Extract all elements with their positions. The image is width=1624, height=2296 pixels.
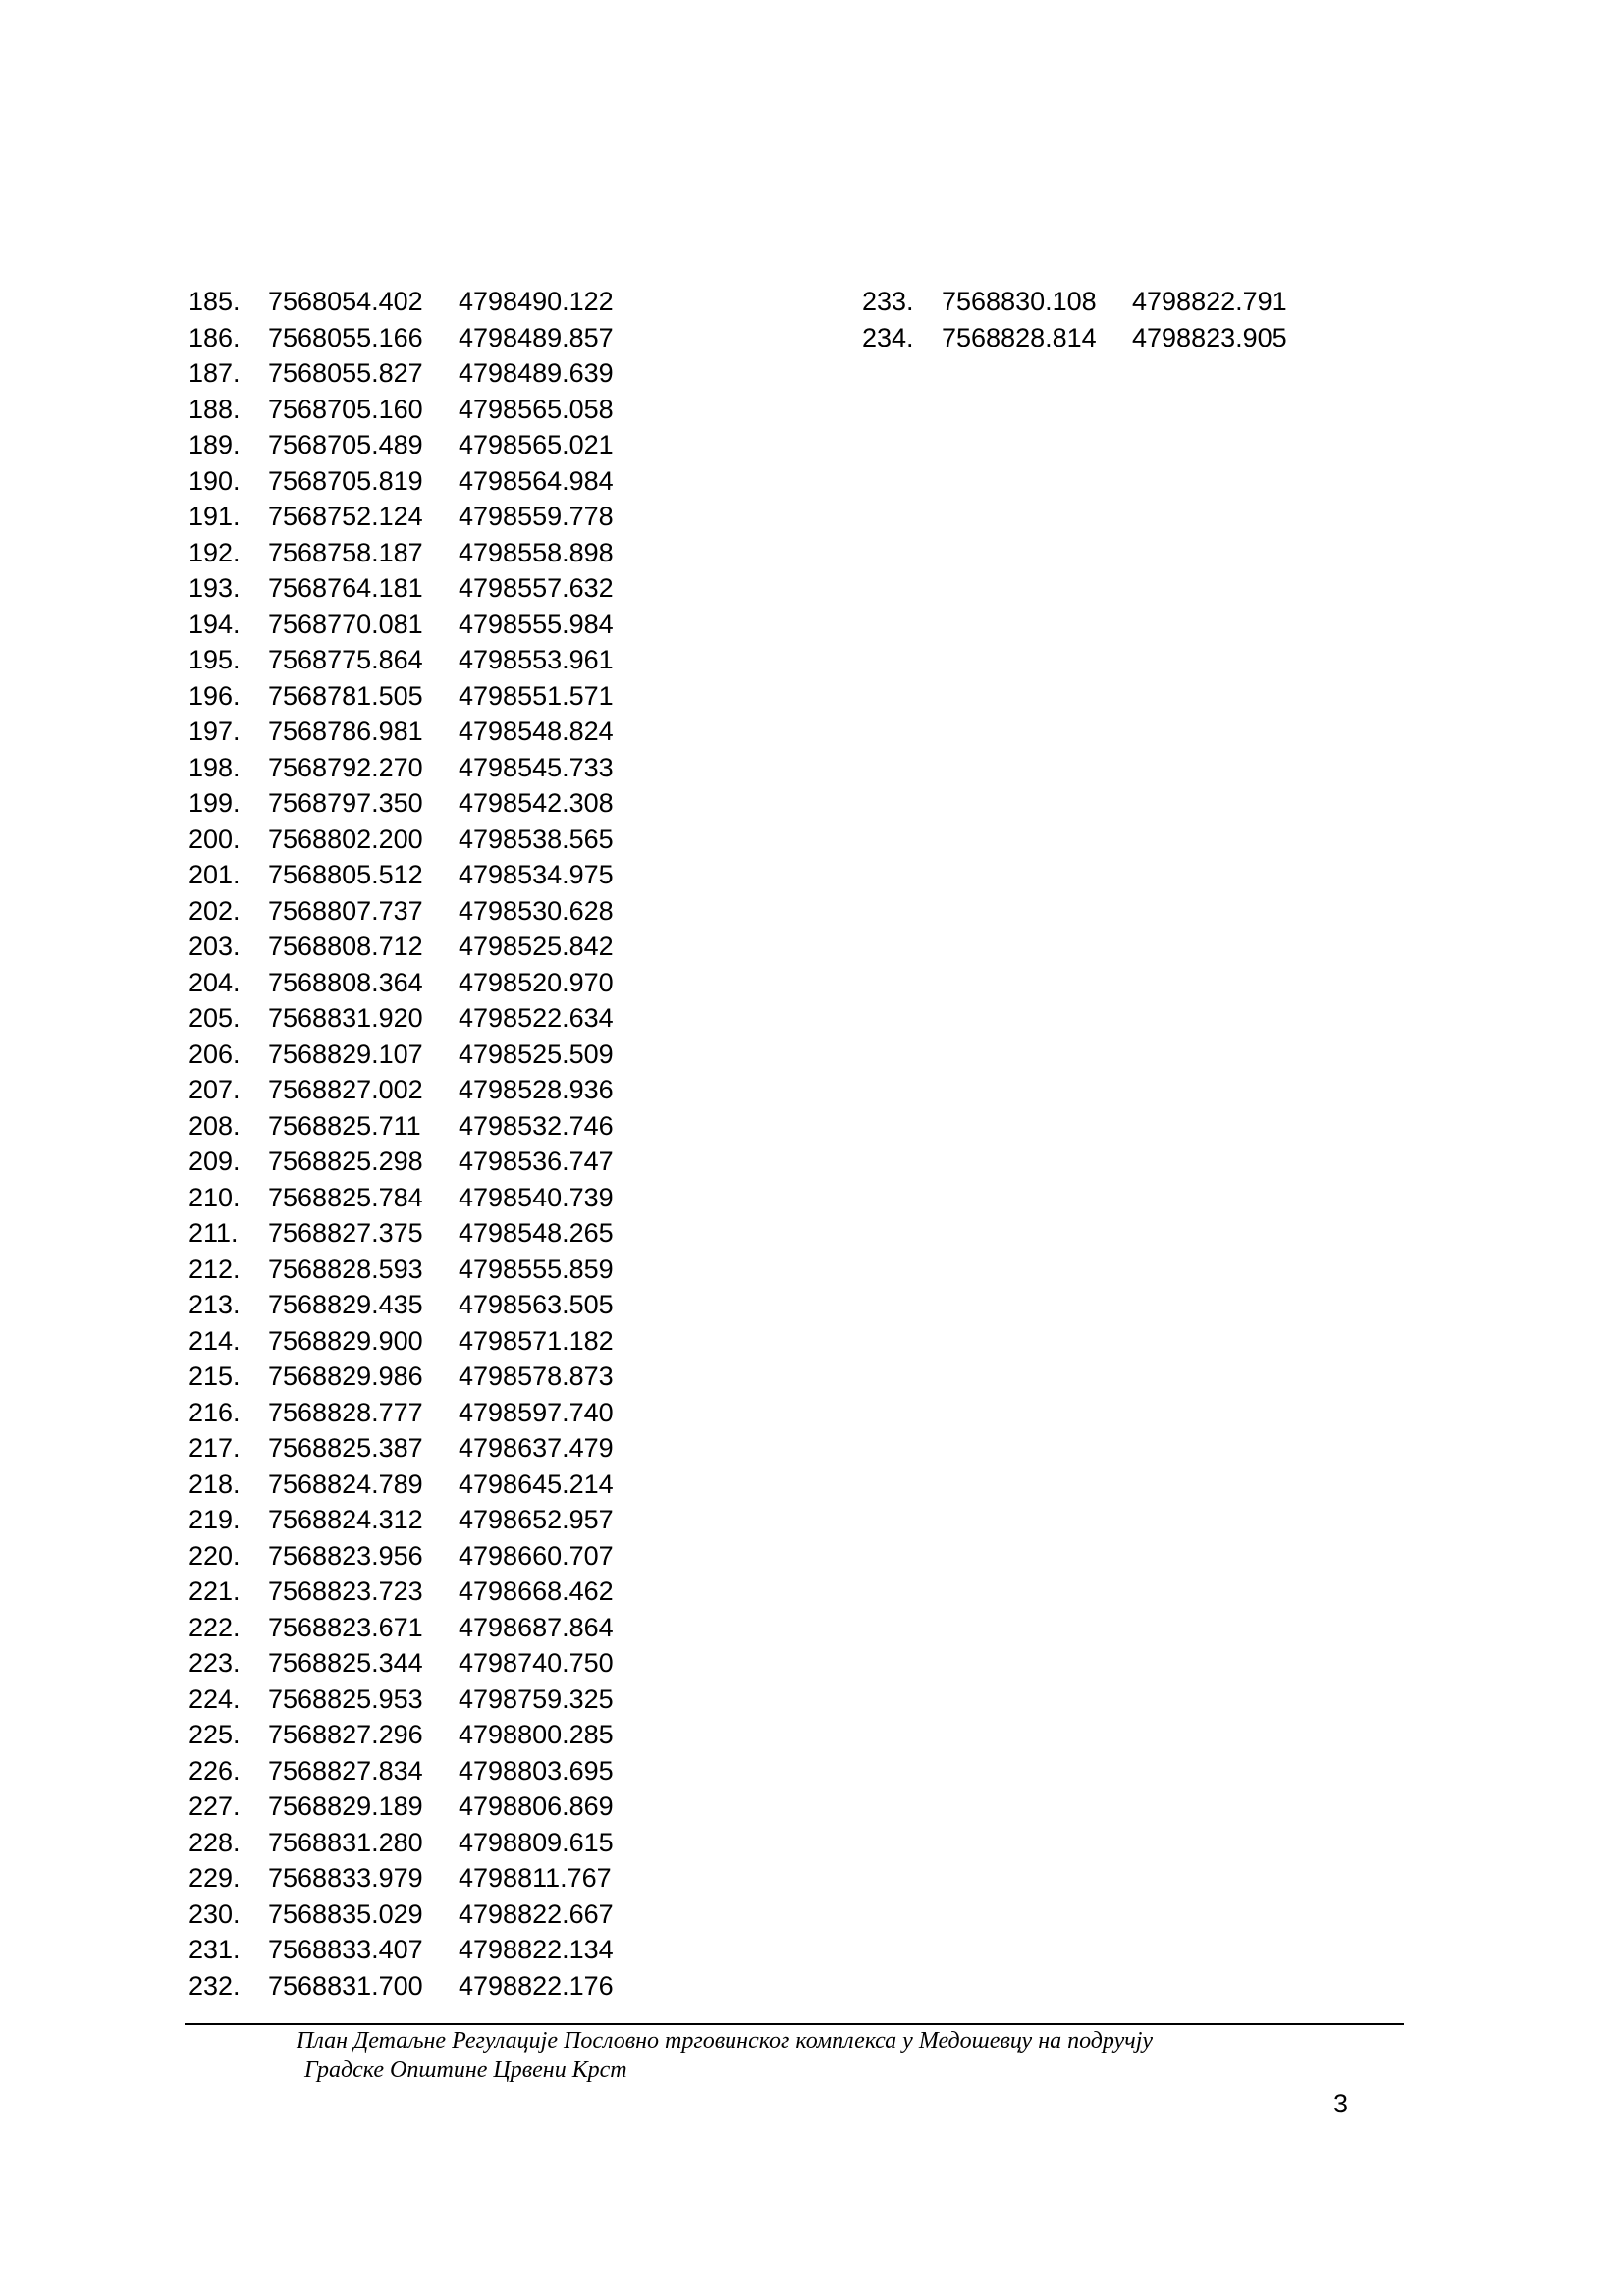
point-number: 195. xyxy=(189,645,241,674)
point-number: 213. xyxy=(189,1290,241,1319)
x-coordinate: 7568758.187 xyxy=(268,537,423,567)
y-coordinate: 4798809.615 xyxy=(459,1827,614,1857)
y-coordinate: 4798652.957 xyxy=(459,1505,614,1534)
x-coordinate: 7568833.407 xyxy=(268,1935,423,1964)
point-number: 191. xyxy=(189,502,241,531)
point-number: 230. xyxy=(189,1898,241,1929)
y-coordinate: 4798530.628 xyxy=(459,895,614,926)
y-coordinate: 4798637.479 xyxy=(459,1433,614,1463)
x-coordinate: 7568828.777 xyxy=(268,1397,423,1427)
x-coordinate: 7568824.312 xyxy=(268,1505,423,1534)
point-number: 225. xyxy=(189,1720,241,1749)
point-number: 211. xyxy=(189,1218,239,1248)
y-coordinate: 4798540.739 xyxy=(459,1182,614,1212)
y-coordinate: 4798538.565 xyxy=(459,824,614,854)
y-coordinate: 4798557.632 xyxy=(459,573,614,603)
point-number: 219. xyxy=(189,1505,241,1534)
point-number: 187. xyxy=(189,358,241,388)
point-number: 199. xyxy=(189,788,241,818)
y-coordinate: 4798555.859 xyxy=(459,1254,614,1284)
x-coordinate: 7568828.593 xyxy=(268,1254,423,1284)
y-coordinate: 4798806.869 xyxy=(459,1791,614,1821)
x-coordinate: 7568823.956 xyxy=(268,1540,423,1571)
x-coordinate: 7568781.505 xyxy=(268,680,423,711)
x-coordinate: 7568829.986 xyxy=(268,1362,423,1391)
x-coordinate: 7568752.124 xyxy=(268,502,423,531)
y-coordinate: 4798528.936 xyxy=(459,1075,614,1104)
x-coordinate: 7568825.387 xyxy=(268,1433,423,1463)
x-coordinate: 7568831.920 xyxy=(268,1003,423,1033)
point-number: 207. xyxy=(189,1075,241,1104)
point-number: 220. xyxy=(189,1540,241,1571)
y-coordinate: 4798559.778 xyxy=(459,502,614,531)
y-coordinate: 4798597.740 xyxy=(459,1397,614,1427)
y-coordinate: 4798522.634 xyxy=(459,1003,614,1033)
y-coordinate: 4798489.857 xyxy=(459,322,614,352)
y-coordinate: 4798563.505 xyxy=(459,1290,614,1319)
y-coordinate: 4798811.767 xyxy=(459,1863,612,1893)
x-coordinate: 7568831.700 xyxy=(268,1970,423,2001)
point-number: 202. xyxy=(189,895,241,926)
point-number: 203. xyxy=(189,932,241,961)
point-number: 217. xyxy=(189,1433,241,1463)
x-coordinate: 7568825.711 xyxy=(268,1110,421,1141)
x-coordinate: 7568797.350 xyxy=(268,788,423,818)
point-number: 223. xyxy=(189,1648,241,1678)
x-coordinate: 7568827.002 xyxy=(268,1075,423,1104)
x-coordinate: 7568829.900 xyxy=(268,1325,423,1356)
point-number: 228. xyxy=(189,1827,241,1857)
x-coordinate: 7568808.712 xyxy=(268,932,423,961)
point-number: 221. xyxy=(189,1576,241,1606)
y-coordinate: 4798489.639 xyxy=(459,358,614,388)
y-coordinate: 4798553.961 xyxy=(459,645,614,674)
y-coordinate: 4798823.905 xyxy=(1132,322,1287,352)
point-number: 189. xyxy=(189,430,241,459)
x-coordinate: 7568808.364 xyxy=(268,967,423,997)
point-number: 185. xyxy=(189,287,241,316)
x-coordinate: 7568825.344 xyxy=(268,1648,423,1678)
point-number: 222. xyxy=(189,1612,241,1642)
y-coordinate: 4798565.058 xyxy=(459,394,614,424)
x-coordinate: 7568054.402 xyxy=(268,287,423,316)
y-coordinate: 4798555.984 xyxy=(459,609,614,639)
y-coordinate: 4798525.842 xyxy=(459,932,614,961)
point-number: 231. xyxy=(189,1935,241,1964)
point-number: 210. xyxy=(189,1182,241,1212)
page-number: 3 xyxy=(1333,2089,1349,2118)
y-coordinate: 4798520.970 xyxy=(459,967,614,997)
x-coordinate: 7568764.181 xyxy=(268,573,423,603)
point-number: 200. xyxy=(189,824,241,854)
x-coordinate: 7568829.435 xyxy=(268,1290,423,1319)
x-coordinate: 7568055.166 xyxy=(268,322,423,352)
point-number: 218. xyxy=(189,1468,241,1499)
point-number: 229. xyxy=(189,1863,241,1893)
x-coordinate: 7568835.029 xyxy=(268,1898,423,1929)
point-number: 209. xyxy=(189,1147,241,1176)
x-coordinate: 7568705.819 xyxy=(268,465,423,496)
x-coordinate: 7568802.200 xyxy=(268,824,423,854)
x-coordinate: 7568828.814 xyxy=(942,322,1097,352)
point-number: 198. xyxy=(189,752,241,782)
point-number: 215. xyxy=(189,1362,241,1391)
x-coordinate: 7568825.953 xyxy=(268,1683,423,1714)
y-coordinate: 4798551.571 xyxy=(459,680,614,711)
point-number: 201. xyxy=(189,860,241,889)
point-number: 186. xyxy=(189,322,241,352)
x-coordinate: 7568827.375 xyxy=(268,1218,423,1248)
y-coordinate: 4798822.791 xyxy=(1132,287,1287,316)
y-coordinate: 4798536.747 xyxy=(459,1147,614,1176)
point-number: 216. xyxy=(189,1397,241,1427)
x-coordinate: 7568829.107 xyxy=(268,1039,423,1069)
y-coordinate: 4798532.746 xyxy=(459,1110,614,1141)
y-coordinate: 4798565.021 xyxy=(459,430,614,459)
point-number: 234. xyxy=(862,322,914,352)
point-number: 214. xyxy=(189,1325,241,1356)
y-coordinate: 4798545.733 xyxy=(459,752,614,782)
x-coordinate: 7568823.723 xyxy=(268,1576,423,1606)
x-coordinate: 7568807.737 xyxy=(268,895,423,926)
x-coordinate: 7568825.784 xyxy=(268,1182,423,1212)
y-coordinate: 4798668.462 xyxy=(459,1576,614,1606)
point-number: 193. xyxy=(189,573,241,603)
x-coordinate: 7568825.298 xyxy=(268,1147,423,1176)
point-number: 227. xyxy=(189,1791,241,1821)
y-coordinate: 4798803.695 xyxy=(459,1755,614,1786)
point-number: 192. xyxy=(189,537,241,567)
x-coordinate: 7568770.081 xyxy=(268,609,423,639)
x-coordinate: 7568823.671 xyxy=(268,1612,423,1642)
x-coordinate: 7568827.834 xyxy=(268,1755,423,1786)
point-number: 205. xyxy=(189,1003,241,1033)
point-number: 194. xyxy=(189,609,241,639)
point-number: 226. xyxy=(189,1755,241,1786)
y-coordinate: 4798759.325 xyxy=(459,1683,614,1714)
y-coordinate: 4798558.898 xyxy=(459,537,614,567)
x-coordinate: 7568792.270 xyxy=(268,752,423,782)
y-coordinate: 4798542.308 xyxy=(459,788,614,818)
x-coordinate: 7568705.160 xyxy=(268,394,423,424)
point-number: 233. xyxy=(862,287,914,316)
x-coordinate: 7568827.296 xyxy=(268,1720,423,1749)
y-coordinate: 4798740.750 xyxy=(459,1648,614,1678)
y-coordinate: 4798534.975 xyxy=(459,860,614,889)
footer-divider xyxy=(185,2023,1404,2025)
point-number: 232. xyxy=(189,1970,241,2001)
x-coordinate: 7568775.864 xyxy=(268,645,423,674)
x-coordinate: 7568833.979 xyxy=(268,1863,423,1893)
point-number: 196. xyxy=(189,680,241,711)
x-coordinate: 7568830.108 xyxy=(942,287,1097,316)
footer-municipality: Градске Општине Црвени Крст xyxy=(304,2057,627,2083)
point-number: 188. xyxy=(189,394,241,424)
y-coordinate: 4798564.984 xyxy=(459,465,614,496)
point-number: 204. xyxy=(189,967,241,997)
y-coordinate: 4798548.824 xyxy=(459,717,614,746)
y-coordinate: 4798571.182 xyxy=(459,1325,614,1356)
y-coordinate: 4798800.285 xyxy=(459,1720,614,1749)
y-coordinate: 4798660.707 xyxy=(459,1540,614,1571)
point-number: 190. xyxy=(189,465,241,496)
y-coordinate: 4798687.864 xyxy=(459,1612,614,1642)
y-coordinate: 4798490.122 xyxy=(459,287,614,316)
x-coordinate: 7568055.827 xyxy=(268,358,423,388)
x-coordinate: 7568824.789 xyxy=(268,1468,423,1499)
x-coordinate: 7568705.489 xyxy=(268,430,423,459)
y-coordinate: 4798822.176 xyxy=(459,1970,614,2001)
point-number: 208. xyxy=(189,1110,241,1141)
y-coordinate: 4798822.667 xyxy=(459,1898,614,1929)
y-coordinate: 4798578.873 xyxy=(459,1362,614,1391)
point-number: 212. xyxy=(189,1254,241,1284)
point-number: 206. xyxy=(189,1039,241,1069)
y-coordinate: 4798548.265 xyxy=(459,1218,614,1248)
x-coordinate: 7568831.280 xyxy=(268,1827,423,1857)
point-number: 197. xyxy=(189,717,241,746)
x-coordinate: 7568786.981 xyxy=(268,717,423,746)
point-number: 224. xyxy=(189,1683,241,1714)
x-coordinate: 7568805.512 xyxy=(268,860,423,889)
y-coordinate: 4798822.134 xyxy=(459,1935,614,1964)
x-coordinate: 7568829.189 xyxy=(268,1791,423,1821)
y-coordinate: 4798525.509 xyxy=(459,1039,614,1069)
footer-plan-title: План Детаљне Регулације Пословно трговинског комплекса у Медошевцу на подручју xyxy=(297,2028,1154,2054)
y-coordinate: 4798645.214 xyxy=(459,1468,614,1499)
